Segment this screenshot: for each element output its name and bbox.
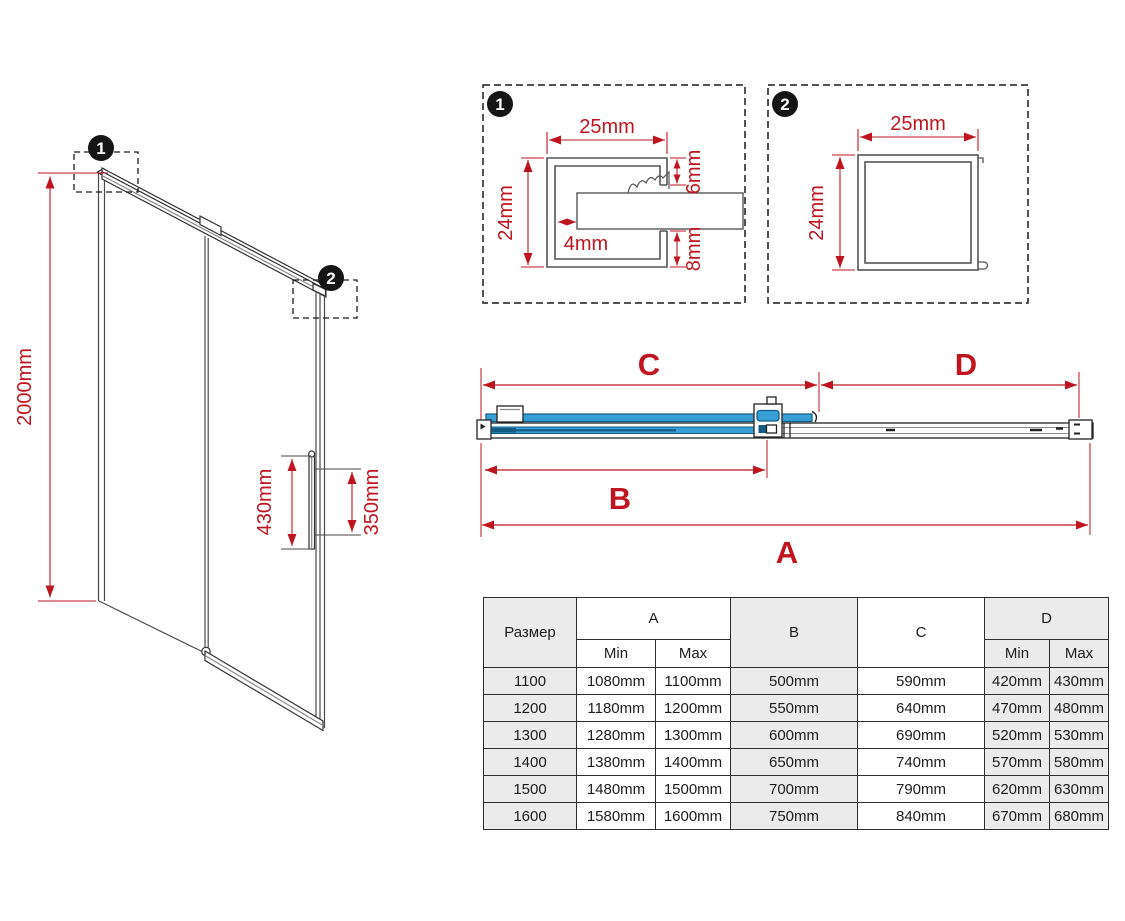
glass-panel-edge	[577, 193, 743, 229]
column-header-d: D	[985, 598, 1109, 640]
b-cell: 700mm	[731, 776, 858, 803]
table-row	[484, 803, 1109, 830]
detail-2-callout-number: 2	[780, 95, 790, 114]
size-cell: 1300	[484, 722, 577, 749]
d-max-header: Max	[1050, 640, 1109, 668]
c-cell: 740mm	[858, 749, 985, 776]
d-max-cell: 630mm	[1050, 776, 1109, 803]
column-header-c: C	[858, 598, 985, 668]
a-min-cell: 1080mm	[577, 668, 656, 695]
callout-1-number: 1	[96, 139, 106, 158]
detail-1-width-label: 25mm	[579, 116, 635, 138]
c-cell: 790mm	[858, 776, 985, 803]
a-max-cell: 1600mm	[656, 803, 731, 830]
b-cell: 650mm	[731, 749, 858, 776]
b-cell: 600mm	[731, 722, 858, 749]
handle-block-plan	[497, 406, 523, 422]
table-row	[484, 776, 1109, 803]
column-header-b: B	[731, 598, 858, 668]
column-header-a: A	[577, 598, 731, 640]
a-max-cell: 1500mm	[656, 776, 731, 803]
square-profile-section	[858, 155, 988, 270]
detail-box-1	[483, 85, 745, 303]
detail-1-callout-number: 1	[495, 95, 505, 114]
left-end-cap	[477, 420, 491, 439]
a-min-cell: 1580mm	[577, 803, 656, 830]
d-min-cell: 620mm	[985, 776, 1050, 803]
size-cell: 1500	[484, 776, 577, 803]
detail-2-width-label: 25mm	[890, 113, 946, 135]
left-wall-profile	[98, 169, 108, 602]
a-max-cell: 1200mm	[656, 695, 731, 722]
d-min-cell: 670mm	[985, 803, 1050, 830]
d-max-cell: 530mm	[1050, 722, 1109, 749]
table-row	[484, 722, 1109, 749]
c-cell: 840mm	[858, 803, 985, 830]
a-max-cell: 1300mm	[656, 722, 731, 749]
height-dim-label: 2000mm	[14, 348, 36, 426]
callout-2-number: 2	[326, 269, 336, 288]
d-max-cell: 430mm	[1050, 668, 1109, 695]
detail-1-wall-label: 4mm	[563, 233, 609, 255]
c-cell: 590mm	[858, 668, 985, 695]
glass-bottom-edge	[99, 601, 205, 653]
dim-b-label: B	[608, 481, 632, 516]
a-max-header: Max	[656, 640, 731, 668]
table-header-row-1	[484, 598, 1109, 640]
handle-hole-label: 350mm	[361, 468, 383, 536]
a-min-cell: 1480mm	[577, 776, 656, 803]
extension-lines	[481, 368, 1090, 537]
detail-box-2	[768, 85, 1028, 303]
bottom-rail	[205, 651, 323, 731]
size-column-header: Размер	[484, 598, 577, 668]
a-min-cell: 1280mm	[577, 722, 656, 749]
roller-carriage	[754, 397, 782, 437]
glass-end-hook	[812, 412, 816, 423]
glass-seal	[628, 172, 669, 193]
d-min-cell: 470mm	[985, 695, 1050, 722]
detail-2-height-label: 24mm	[806, 185, 828, 241]
table-row	[484, 695, 1109, 722]
door-perspective-view	[98, 168, 362, 731]
b-cell: 500mm	[731, 668, 858, 695]
a-min-cell: 1180mm	[577, 695, 656, 722]
a-max-cell: 1400mm	[656, 749, 731, 776]
detail-1-bottom-lip-label: 8mm	[683, 226, 705, 272]
size-cell: 1600	[484, 803, 577, 830]
dim-c-label: C	[637, 347, 661, 382]
a-min-cell: 1380mm	[577, 749, 656, 776]
dim-2000mm	[14, 173, 108, 601]
right-end-cap	[1069, 420, 1092, 439]
c-cell: 640mm	[858, 695, 985, 722]
d-min-cell: 570mm	[985, 749, 1050, 776]
d-max-cell: 580mm	[1050, 749, 1109, 776]
handle-height-label: 430mm	[254, 468, 276, 536]
d-min-header: Min	[985, 640, 1050, 668]
door-handle	[309, 451, 315, 549]
slider-assembly	[477, 397, 1093, 439]
c-cell: 690mm	[858, 722, 985, 749]
d-max-cell: 480mm	[1050, 695, 1109, 722]
handle-dim-ticks	[281, 456, 361, 549]
size-cell: 1400	[484, 749, 577, 776]
d-min-cell: 420mm	[985, 668, 1050, 695]
glass-divider	[205, 236, 208, 652]
detail-2-dims	[806, 113, 978, 270]
a-min-header: Min	[577, 640, 656, 668]
d-max-cell: 680mm	[1050, 803, 1109, 830]
table-row	[484, 668, 1109, 695]
a-max-cell: 1100mm	[656, 668, 731, 695]
detail-1-height-label: 24mm	[495, 185, 517, 241]
b-cell: 550mm	[731, 695, 858, 722]
table-row	[484, 749, 1109, 776]
size-cell: 1200	[484, 695, 577, 722]
dim-handle	[254, 459, 383, 546]
b-cell: 750mm	[731, 803, 858, 830]
size-table	[483, 597, 1109, 830]
detail-1-top-lip-label: 6mm	[683, 149, 705, 195]
size-cell: 1100	[484, 668, 577, 695]
dim-d-label: D	[954, 347, 978, 382]
section-view	[477, 347, 1093, 570]
dim-a-label: A	[775, 535, 799, 570]
d-min-cell: 520mm	[985, 722, 1050, 749]
